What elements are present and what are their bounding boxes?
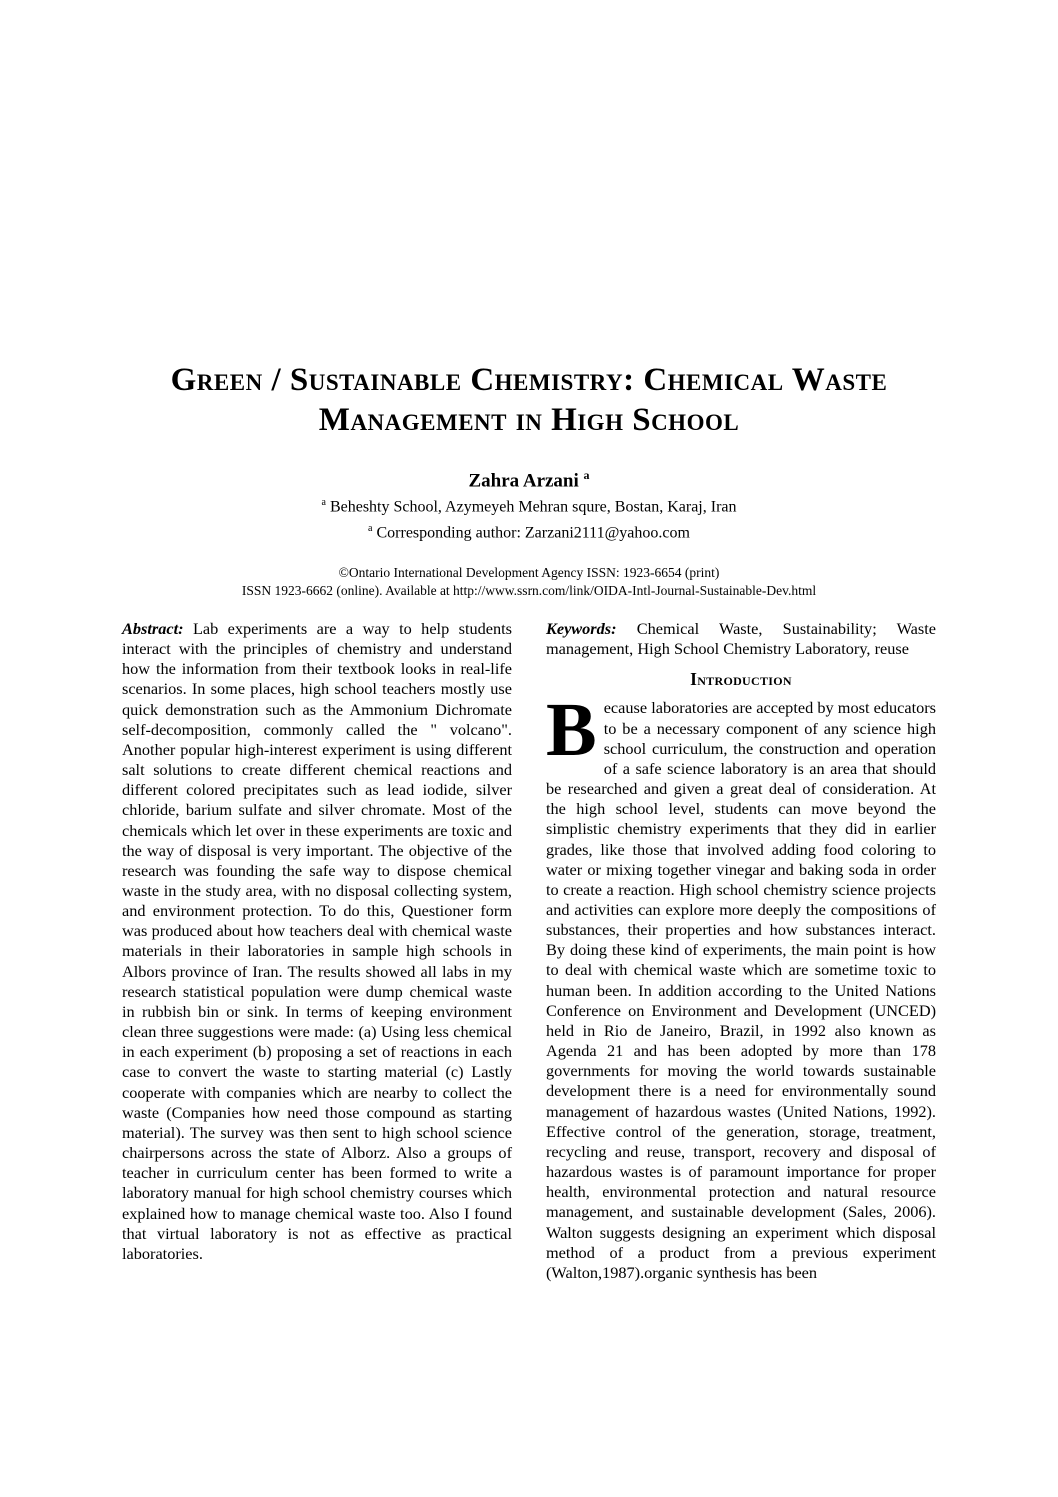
copyright-issn-block bbox=[122, 564, 936, 600]
author-name bbox=[122, 464, 936, 492]
introduction-text: ecause laboratories are accepted by most educators to be a necessary component of any science high school curriculum, the construction and operation of a safe science laboratory is an area that should be researched and given a great deal of consideration. At the high school level, students can move beyond the simplistic chemistry experiments that they did in earlier grades, like those that involved adding food coloring to water or mixing together vinegar and baking soda in order to create a reaction. High school chemistry science projects and activities can explore more deeply the compositions of substances, their properties and how substances interact. By doing these kind of experiments, the main point is how to deal with chemical waste which are sometime toxic to human been. In addition according to the United Nations Conference on Environment and Development (UNCED) held in Rio de Janeiro, Brazil, in 1992 also known as Agenda 21 and has been adopted by more than 178 governments for moving the world towards sustainable development there is a need for environmentally sound management of hazardous wastes (United Nations, 1992). Effective control of the generation, storage, treatment, recycling and reuse, transport, recovery and disposal of hazardous wastes is of paramount importance for proper health, environmental protection and natural resource management, and sustainable development (Sales, 2006). Walton suggests designing an experiment which disposal method of a product from a previous experiment (Walton,1987).organic synthesis has been bbox=[546, 698, 936, 1282]
drop-cap: B bbox=[546, 688, 597, 773]
introduction-paragraph bbox=[546, 688, 936, 1283]
abstract-label: Abstract: bbox=[122, 618, 184, 638]
keywords-label: Keywords: bbox=[546, 618, 617, 638]
section-heading-introduction: Introduction bbox=[690, 669, 792, 690]
paper-title-line-1: Green / Sustainable Chemistry: Chemical Waste bbox=[170, 362, 888, 398]
paper-title-line-2: Management in High School bbox=[318, 402, 740, 438]
abstract-paragraph bbox=[122, 619, 512, 1264]
corresponding-mark: a bbox=[368, 522, 373, 534]
author-affiliation-mark: a bbox=[583, 468, 590, 482]
right-column bbox=[546, 619, 936, 1283]
keywords-paragraph bbox=[546, 619, 936, 659]
corresponding-text: Corresponding author: Zarzani2111@yahoo.com bbox=[376, 523, 690, 541]
affiliation-line bbox=[122, 492, 936, 517]
keywords-text: Chemical Waste, Sustainability; Waste management, High School Chemistry Laboratory, reuse bbox=[546, 618, 936, 659]
left-column bbox=[122, 619, 512, 1283]
paper-title bbox=[122, 360, 936, 440]
affiliation-text: Beheshty School, Azymeyeh Mehran squre, Bostan, Karaj, Iran bbox=[329, 498, 737, 516]
corresponding-author-line bbox=[122, 518, 936, 543]
document-content bbox=[122, 360, 936, 1283]
affiliation-mark: a bbox=[321, 497, 326, 509]
abstract-text: Lab experiments are a way to help students interact with the principles of chemistry and understand how the information from their textbook looks in real-life scenarios. In some places, high school teachers mostly use quick demonstration such as the Ammonium Dichromate self-decomposition, commonly called the " volcano". Another popular high-interest experiment is using different salt solutions to create different chemical reactions and different colored precipitates such as lead iodide, silver chloride, barium sulfate and silver chromate. Most of the chemicals which let over in these experiments are toxic and the way of disposal is very important. The objective of the research was founding the safe way to dispose chemical waste in the study area, with no disposal collecting system, and environment protection. To do this, Questioner form was produced about how teachers deal with chemical waste materials in their laboratories in sample high schools in Albors province of Iran. The results showed all labs in my research statistical population were dump chemical waste in rubbish bin or sink. In terms of keeping environment clean three suggestions were made: (a) Using less chemical in each experiment (b) proposing a set of reactions in each case to convert the waste to starting material (c) Lastly cooperate with companies which are nearby to collect the waste (Companies how need those compound as starting material). The survey was then sent to high school science chairpersons across the state of Alborz. Also a groups of teacher in curriculum center has been formed to write a laboratory manual for high school chemistry courses which explained how to manage chemical waste too. Also I found that virtual laboratory is not as effective as practical laboratories. bbox=[122, 618, 512, 1263]
two-column-body bbox=[122, 619, 936, 1283]
copyright-line-2: ISSN 1923-6662 (online). Available at http://www.ssrn.com/link/OIDA-Intl-Journal-Sustainable-Dev.html bbox=[241, 582, 817, 598]
copyright-line-1: ©Ontario International Development Agency ISSN: 1923-6654 (print) bbox=[338, 564, 720, 580]
author-name-text: Zahra Arzani bbox=[468, 470, 579, 492]
